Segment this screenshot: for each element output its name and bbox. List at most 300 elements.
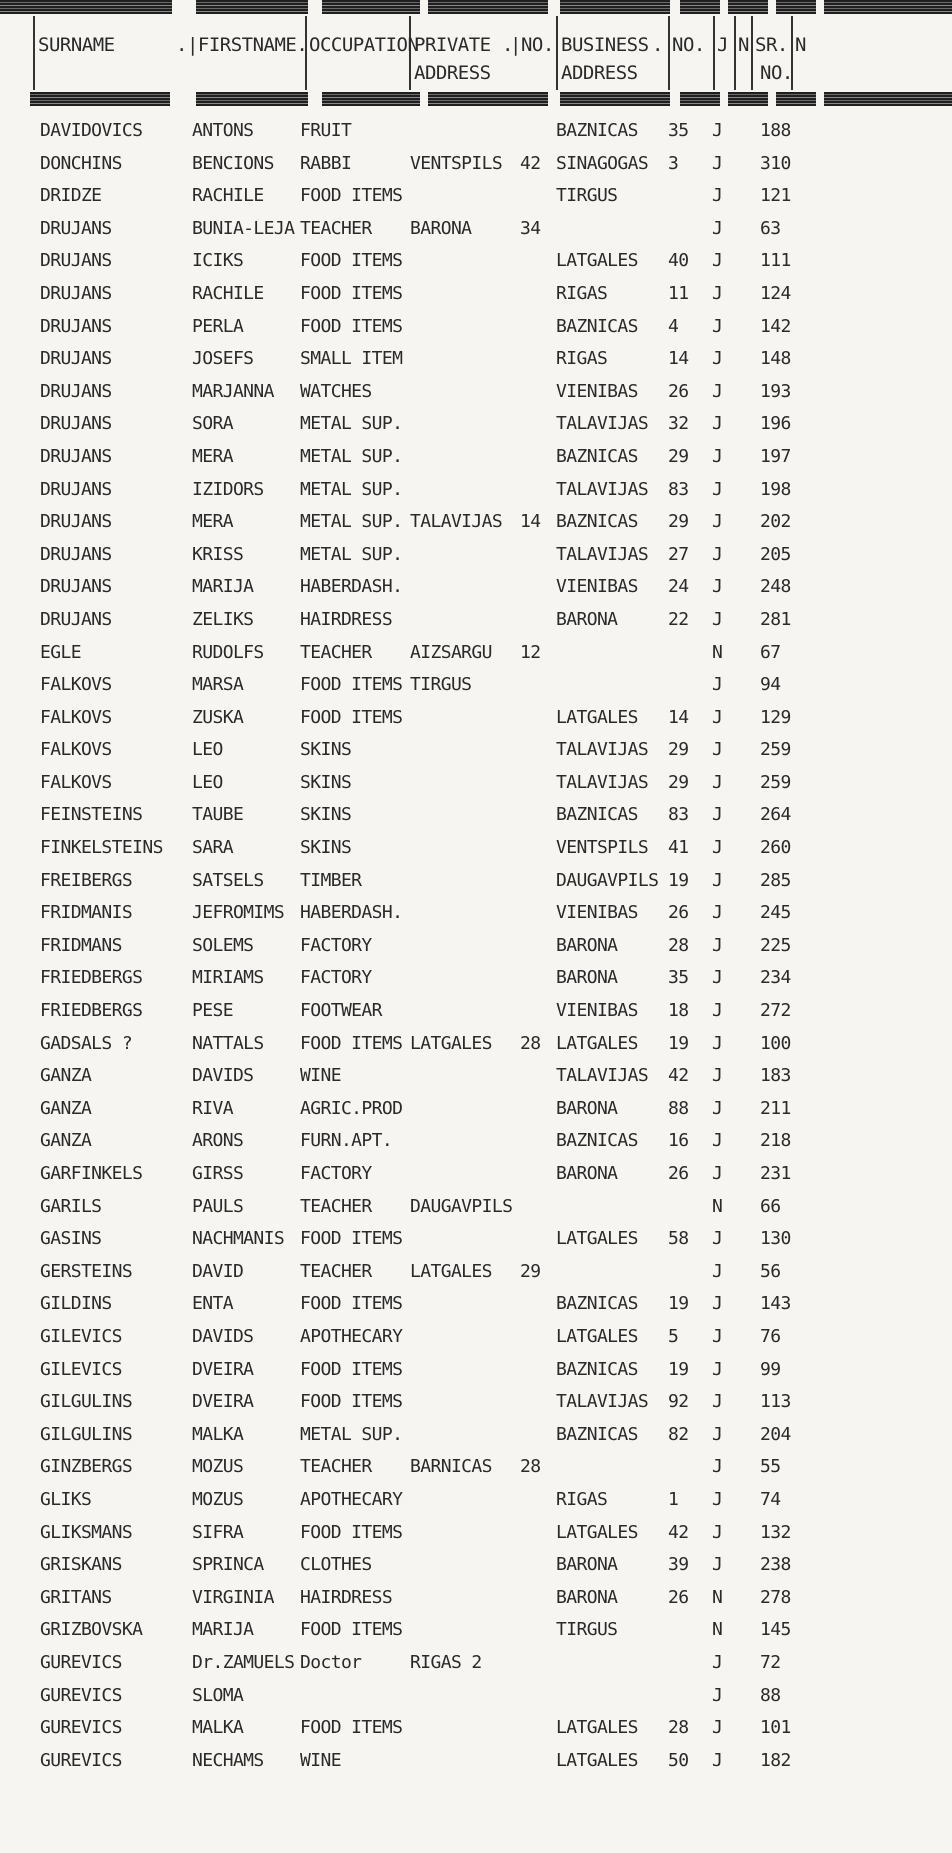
- business-address-cell: TIRGUS: [556, 185, 618, 207]
- business-address-cell: LATGALES: [556, 1717, 638, 1739]
- business-number-cell: 14: [668, 706, 689, 728]
- header-divider: [668, 16, 670, 90]
- surname-cell: GLIKS: [40, 1488, 92, 1510]
- firstname-cell: IZIDORS: [192, 478, 264, 500]
- serial-number-cell: 72: [760, 1651, 781, 1673]
- private-number-cell: 34: [520, 217, 541, 239]
- private-address-cell: AIZSARGU: [410, 641, 492, 663]
- occupation-cell: HABERDASH.: [300, 576, 403, 598]
- surname-cell: DRUJANS: [40, 282, 112, 304]
- surname-cell: DAVIDOVICS: [40, 120, 143, 141]
- occupation-cell: HABERDASH.: [300, 902, 403, 924]
- table-row: [0, 1418, 952, 1451]
- firstname-cell: SATSELS: [192, 869, 264, 891]
- occupation-cell: TEACHER: [300, 1456, 372, 1478]
- business-number-cell: 29: [668, 739, 689, 761]
- business-address-cell: TALAVIJAS: [556, 771, 649, 793]
- table-row: [0, 1255, 952, 1288]
- header-j: J: [717, 34, 728, 56]
- serial-number-cell: 281: [760, 608, 791, 630]
- business-address-cell: BAZNICAS: [556, 120, 638, 141]
- surname-cell: GANZA: [40, 1065, 92, 1087]
- business-address-cell: BARONA: [556, 608, 618, 630]
- jn-flag-cell: J: [712, 804, 723, 826]
- firstname-cell: DAVIDS: [192, 1065, 254, 1087]
- firstname-cell: NACHMANIS: [192, 1228, 285, 1250]
- table-row: [0, 1059, 952, 1092]
- header-sr-1: SR.: [755, 34, 788, 56]
- business-number-cell: 40: [668, 250, 689, 272]
- serial-number-cell: 130: [760, 1228, 791, 1250]
- occupation-cell: FOOD ITEMS: [300, 250, 403, 272]
- business-number-cell: 26: [668, 380, 689, 402]
- jn-flag-cell: N: [712, 1195, 723, 1217]
- occupation-cell: METAL SUP.: [300, 445, 403, 467]
- business-address-cell: TALAVIJAS: [556, 478, 649, 500]
- firstname-cell: RACHILE: [192, 282, 264, 304]
- surname-cell: DRUJANS: [40, 511, 112, 533]
- serial-number-cell: 193: [760, 380, 791, 402]
- table-row: [0, 505, 952, 538]
- firstname-cell: RUDOLFS: [192, 641, 264, 663]
- table-row: [0, 1320, 952, 1353]
- business-address-cell: BARONA: [556, 967, 618, 989]
- header-firstname: .|FIRSTNAME.: [176, 34, 308, 56]
- occupation-cell: METAL SUP.: [300, 413, 403, 435]
- surname-cell: GILDINS: [40, 1293, 112, 1315]
- firstname-cell: ANTONS: [192, 120, 254, 141]
- occupation-cell: SKINS: [300, 804, 352, 826]
- serial-number-cell: 196: [760, 413, 791, 435]
- business-address-cell: BARONA: [556, 1586, 618, 1608]
- private-address-cell: RIGAS 2: [410, 1651, 482, 1673]
- occupation-cell: WINE: [300, 1065, 341, 1087]
- business-number-cell: 35: [668, 120, 689, 141]
- private-address-cell: TIRGUS: [410, 674, 472, 696]
- business-address-cell: BARONA: [556, 1554, 618, 1576]
- business-number-cell: 26: [668, 1163, 689, 1184]
- table-row: [0, 538, 952, 571]
- surname-cell: DRUJANS: [40, 250, 112, 272]
- jn-flag-cell: J: [712, 1130, 723, 1152]
- surname-cell: FRIEDBERGS: [40, 1000, 143, 1022]
- firstname-cell: SORA: [192, 413, 233, 435]
- serial-number-cell: 285: [760, 869, 791, 891]
- firstname-cell: ARONS: [192, 1130, 244, 1152]
- table-row: [0, 1483, 952, 1516]
- serial-number-cell: 205: [760, 543, 791, 565]
- firstname-cell: MALKA: [192, 1423, 244, 1445]
- surname-cell: GASINS: [40, 1228, 102, 1250]
- table-row: [0, 440, 952, 473]
- firstname-cell: JEFROMIMS: [192, 902, 285, 924]
- occupation-cell: FOOD ITEMS: [300, 706, 403, 728]
- surname-cell: FALKOVS: [40, 674, 112, 696]
- serial-number-cell: 67: [760, 641, 781, 663]
- serial-number-cell: 145: [760, 1619, 791, 1641]
- surname-cell: FREIBERGS: [40, 869, 133, 891]
- table-row: [0, 310, 952, 343]
- surname-cell: DRUJANS: [40, 413, 112, 435]
- serial-number-cell: 101: [760, 1717, 791, 1739]
- serial-number-cell: 76: [760, 1325, 781, 1347]
- jn-flag-cell: J: [712, 1065, 723, 1087]
- firstname-cell: MOZUS: [192, 1488, 244, 1510]
- serial-number-cell: 278: [760, 1586, 791, 1608]
- occupation-cell: FOOD ITEMS: [300, 1358, 403, 1380]
- serial-number-cell: 183: [760, 1065, 791, 1087]
- occupation-cell: SKINS: [300, 739, 352, 761]
- business-number-cell: 26: [668, 1586, 689, 1608]
- firstname-cell: DVEIRA: [192, 1391, 254, 1413]
- business-address-cell: TIRGUS: [556, 1619, 618, 1641]
- occupation-cell: METAL SUP.: [300, 478, 403, 500]
- table-row: [0, 636, 952, 669]
- business-number-cell: 29: [668, 511, 689, 533]
- table-row: [0, 114, 952, 147]
- occupation-cell: FACTORY: [300, 967, 372, 989]
- table-row: [0, 1157, 952, 1190]
- table-row: [0, 473, 952, 506]
- table-row: [0, 212, 952, 245]
- business-address-cell: LATGALES: [556, 1228, 638, 1250]
- business-address-cell: TALAVIJAS: [556, 413, 649, 435]
- header-divider: [556, 16, 558, 90]
- header-divider: [713, 16, 715, 90]
- jn-flag-cell: J: [712, 674, 723, 696]
- occupation-cell: FOOD ITEMS: [300, 674, 403, 696]
- business-address-cell: TALAVIJAS: [556, 1065, 649, 1087]
- serial-number-cell: 100: [760, 1032, 791, 1054]
- serial-number-cell: 272: [760, 1000, 791, 1022]
- surname-cell: FINKELSTEINS: [40, 837, 163, 859]
- jn-flag-cell: J: [712, 1423, 723, 1445]
- table-row: [0, 342, 952, 375]
- serial-number-cell: 99: [760, 1358, 781, 1380]
- table-row: [0, 244, 952, 277]
- business-address-cell: LATGALES: [556, 250, 638, 272]
- occupation-cell: HAIRDRESS: [300, 1586, 393, 1608]
- jn-flag-cell: J: [712, 1228, 723, 1250]
- private-number-cell: 14: [520, 511, 541, 533]
- table-row: [0, 1124, 952, 1157]
- header-bno: NO.: [672, 34, 705, 56]
- firstname-cell: Dr.ZAMUELS: [192, 1651, 295, 1673]
- serial-number-cell: 56: [760, 1260, 781, 1282]
- surname-cell: GRITANS: [40, 1586, 112, 1608]
- surname-cell: GINZBERGS: [40, 1456, 133, 1478]
- serial-number-cell: 204: [760, 1423, 791, 1445]
- business-address-cell: VIENIBAS: [556, 380, 638, 402]
- serial-number-cell: 225: [760, 934, 791, 956]
- surname-cell: EGLE: [40, 641, 81, 663]
- business-number-cell: 19: [668, 869, 689, 891]
- jn-flag-cell: J: [712, 1488, 723, 1510]
- header-last: N: [795, 34, 806, 56]
- jn-flag-cell: J: [712, 1097, 723, 1119]
- jn-flag-cell: J: [712, 1684, 723, 1706]
- firstname-cell: PESE: [192, 1000, 233, 1022]
- header-surname: SURNAME: [38, 34, 115, 56]
- table-row: [0, 1581, 952, 1614]
- surname-cell: DRUJANS: [40, 608, 112, 630]
- firstname-cell: PAULS: [192, 1195, 244, 1217]
- jn-flag-cell: J: [712, 413, 723, 435]
- jn-flag-cell: J: [712, 511, 723, 533]
- firstname-cell: MARJANNA: [192, 380, 274, 402]
- occupation-cell: SKINS: [300, 771, 352, 793]
- occupation-cell: FOOD ITEMS: [300, 185, 403, 207]
- header-sr-2: NO.: [760, 62, 793, 84]
- header-divider: [751, 16, 753, 90]
- business-address-cell: SINAGOGAS: [556, 152, 649, 174]
- occupation-cell: FOOD ITEMS: [300, 282, 403, 304]
- header-business-1: BUSINESS: [561, 34, 649, 56]
- jn-flag-cell: J: [712, 543, 723, 565]
- business-number-cell: 16: [668, 1130, 689, 1152]
- jn-flag-cell: J: [712, 478, 723, 500]
- occupation-cell: FOOD ITEMS: [300, 1717, 403, 1739]
- surname-cell: DONCHINS: [40, 152, 122, 174]
- business-number-cell: 83: [668, 804, 689, 826]
- business-number-cell: 24: [668, 576, 689, 598]
- jn-flag-cell: J: [712, 1651, 723, 1673]
- occupation-cell: METAL SUP.: [300, 1423, 403, 1445]
- private-number-cell: 28: [520, 1032, 541, 1054]
- occupation-cell: FOOD ITEMS: [300, 1032, 403, 1054]
- business-address-cell: LATGALES: [556, 1032, 638, 1054]
- jn-flag-cell: J: [712, 706, 723, 728]
- private-number-cell: 42: [520, 152, 541, 174]
- business-address-cell: LATGALES: [556, 1521, 638, 1543]
- jn-flag-cell: J: [712, 1000, 723, 1022]
- private-address-cell: TALAVIJAS: [410, 511, 503, 533]
- business-number-cell: 29: [668, 445, 689, 467]
- serial-number-cell: 238: [760, 1554, 791, 1576]
- table-row: [0, 733, 952, 766]
- table-row: [0, 1353, 952, 1386]
- firstname-cell: LEO: [192, 771, 223, 793]
- table-row: [0, 1711, 952, 1744]
- firstname-cell: ENTA: [192, 1293, 233, 1315]
- header-private-1: PRIVATE: [414, 34, 491, 56]
- surname-cell: GADSALS ?: [40, 1032, 133, 1054]
- business-address-cell: LATGALES: [556, 706, 638, 728]
- occupation-cell: FOOD ITEMS: [300, 1228, 403, 1250]
- business-number-cell: 18: [668, 1000, 689, 1022]
- business-address-cell: BARONA: [556, 1163, 618, 1184]
- firstname-cell: RIVA: [192, 1097, 233, 1119]
- business-address-cell: VENTSPILS: [556, 837, 649, 859]
- serial-number-cell: 218: [760, 1130, 791, 1152]
- occupation-cell: FACTORY: [300, 1163, 372, 1184]
- firstname-cell: ICIKS: [192, 250, 244, 272]
- table-row: [0, 277, 952, 310]
- business-number-cell: 42: [668, 1065, 689, 1087]
- occupation-cell: RABBI: [300, 152, 352, 174]
- jn-flag-cell: J: [712, 771, 723, 793]
- private-number-cell: 29: [520, 1260, 541, 1282]
- firstname-cell: KRISS: [192, 543, 244, 565]
- serial-number-cell: 231: [760, 1163, 791, 1184]
- surname-cell: FALKOVS: [40, 706, 112, 728]
- jn-flag-cell: J: [712, 1260, 723, 1282]
- header-private-2: ADDRESS: [414, 62, 491, 84]
- table-row: [0, 896, 952, 929]
- firstname-cell: PERLA: [192, 315, 244, 337]
- firstname-cell: MOZUS: [192, 1456, 244, 1478]
- business-address-cell: VIENIBAS: [556, 576, 638, 598]
- business-number-cell: 83: [668, 478, 689, 500]
- serial-number-cell: 211: [760, 1097, 791, 1119]
- surname-cell: DRUJANS: [40, 380, 112, 402]
- table-row: [0, 1516, 952, 1549]
- table-row: [0, 570, 952, 603]
- private-address-cell: VENTSPILS: [410, 152, 503, 174]
- surname-cell: GUREVICS: [40, 1749, 122, 1771]
- occupation-cell: AGRIC.PROD: [300, 1097, 403, 1119]
- business-address-cell: VIENIBAS: [556, 1000, 638, 1022]
- firstname-cell: ZELIKS: [192, 608, 254, 630]
- serial-number-cell: 198: [760, 478, 791, 500]
- jn-flag-cell: J: [712, 1554, 723, 1576]
- jn-flag-cell: N: [712, 1619, 723, 1641]
- business-address-cell: BAZNICAS: [556, 1293, 638, 1315]
- business-address-cell: BAZNICAS: [556, 315, 638, 337]
- private-number-cell: 28: [520, 1456, 541, 1478]
- business-number-cell: 4: [668, 315, 679, 337]
- serial-number-cell: 197: [760, 445, 791, 467]
- firstname-cell: DAVID: [192, 1260, 244, 1282]
- serial-number-cell: 113: [760, 1391, 791, 1413]
- surname-cell: GILEVICS: [40, 1325, 122, 1347]
- occupation-cell: TEACHER: [300, 1195, 372, 1217]
- surname-cell: GLIKSMANS: [40, 1521, 133, 1543]
- table-row: [0, 1190, 952, 1223]
- surname-cell: GRIZBOVSKA: [40, 1619, 143, 1641]
- business-address-cell: BAZNICAS: [556, 1358, 638, 1380]
- surname-cell: DRUJANS: [40, 445, 112, 467]
- table-row: [0, 603, 952, 636]
- serial-number-cell: 260: [760, 837, 791, 859]
- table-row: [0, 766, 952, 799]
- business-address-cell: LATGALES: [556, 1325, 638, 1347]
- firstname-cell: BENCIONS: [192, 152, 274, 174]
- business-number-cell: 11: [668, 282, 689, 304]
- occupation-cell: APOTHECARY: [300, 1325, 403, 1347]
- firstname-cell: ZUSKA: [192, 706, 244, 728]
- occupation-cell: TIMBER: [300, 869, 362, 891]
- jn-flag-cell: N: [712, 1586, 723, 1608]
- table-row: [0, 994, 952, 1027]
- surname-cell: GUREVICS: [40, 1684, 122, 1706]
- surname-cell: GILGULINS: [40, 1391, 133, 1413]
- business-address-cell: TALAVIJAS: [556, 739, 649, 761]
- jn-flag-cell: J: [712, 217, 723, 239]
- firstname-cell: GIRSS: [192, 1163, 244, 1184]
- occupation-cell: HAIRDRESS: [300, 608, 393, 630]
- table-row: [0, 1450, 952, 1483]
- serial-number-cell: 129: [760, 706, 791, 728]
- table-row: [0, 1385, 952, 1418]
- business-address-cell: DAUGAVPILS: [556, 869, 659, 891]
- business-address-cell: BARONA: [556, 934, 618, 956]
- occupation-cell: TEACHER: [300, 641, 372, 663]
- table-row: [0, 929, 952, 962]
- jn-flag-cell: J: [712, 1456, 723, 1478]
- table-row: [0, 831, 952, 864]
- surname-cell: DRIDZE: [40, 185, 102, 207]
- serial-number-cell: 264: [760, 804, 791, 826]
- serial-number-cell: 245: [760, 902, 791, 924]
- serial-number-cell: 132: [760, 1521, 791, 1543]
- business-address-cell: RIGAS: [556, 282, 608, 304]
- surname-cell: DRUJANS: [40, 315, 112, 337]
- firstname-cell: VIRGINIA: [192, 1586, 274, 1608]
- table-row: [0, 1646, 952, 1679]
- occupation-cell: Doctor: [300, 1651, 362, 1673]
- occupation-cell: WATCHES: [300, 380, 372, 402]
- occupation-cell: FOOD ITEMS: [300, 1293, 403, 1315]
- jn-flag-cell: J: [712, 1293, 723, 1315]
- header-bottom-bars: [0, 92, 952, 106]
- business-address-cell: TALAVIJAS: [556, 543, 649, 565]
- firstname-cell: MARSA: [192, 674, 244, 696]
- serial-number-cell: 121: [760, 185, 791, 207]
- header-business-dot: .: [652, 34, 663, 56]
- business-address-cell: BARONA: [556, 1097, 618, 1119]
- business-number-cell: 32: [668, 413, 689, 435]
- jn-flag-cell: J: [712, 1391, 723, 1413]
- jn-flag-cell: J: [712, 185, 723, 207]
- table-row: [0, 668, 952, 701]
- table-row: [0, 1679, 952, 1712]
- occupation-cell: APOTHECARY: [300, 1488, 403, 1510]
- firstname-cell: NATTALS: [192, 1032, 264, 1054]
- surname-cell: GILEVICS: [40, 1358, 122, 1380]
- surname-cell: GERSTEINS: [40, 1260, 133, 1282]
- table-row: [0, 1222, 952, 1255]
- business-number-cell: 35: [668, 967, 689, 989]
- jn-flag-cell: N: [712, 641, 723, 663]
- table-row: [0, 1287, 952, 1320]
- business-number-cell: 27: [668, 543, 689, 565]
- jn-flag-cell: J: [712, 739, 723, 761]
- business-number-cell: 28: [668, 934, 689, 956]
- table-row: [0, 1613, 952, 1646]
- surname-cell: GRISKANS: [40, 1554, 122, 1576]
- business-address-cell: BAZNICAS: [556, 804, 638, 826]
- firstname-cell: DVEIRA: [192, 1358, 254, 1380]
- jn-flag-cell: J: [712, 608, 723, 630]
- surname-cell: FRIEDBERGS: [40, 967, 143, 989]
- serial-number-cell: 111: [760, 250, 791, 272]
- firstname-cell: RACHILE: [192, 185, 264, 207]
- serial-number-cell: 234: [760, 967, 791, 989]
- jn-flag-cell: J: [712, 348, 723, 370]
- firstname-cell: DAVIDS: [192, 1325, 254, 1347]
- occupation-cell: FOOTWEAR: [300, 1000, 382, 1022]
- jn-flag-cell: J: [712, 1749, 723, 1771]
- business-number-cell: 22: [668, 608, 689, 630]
- business-number-cell: 29: [668, 771, 689, 793]
- header-divider: [734, 16, 736, 90]
- jn-flag-cell: J: [712, 445, 723, 467]
- firstname-cell: MIRIAMS: [192, 967, 264, 989]
- occupation-cell: TEACHER: [300, 217, 372, 239]
- business-number-cell: 14: [668, 348, 689, 370]
- business-number-cell: 28: [668, 1717, 689, 1739]
